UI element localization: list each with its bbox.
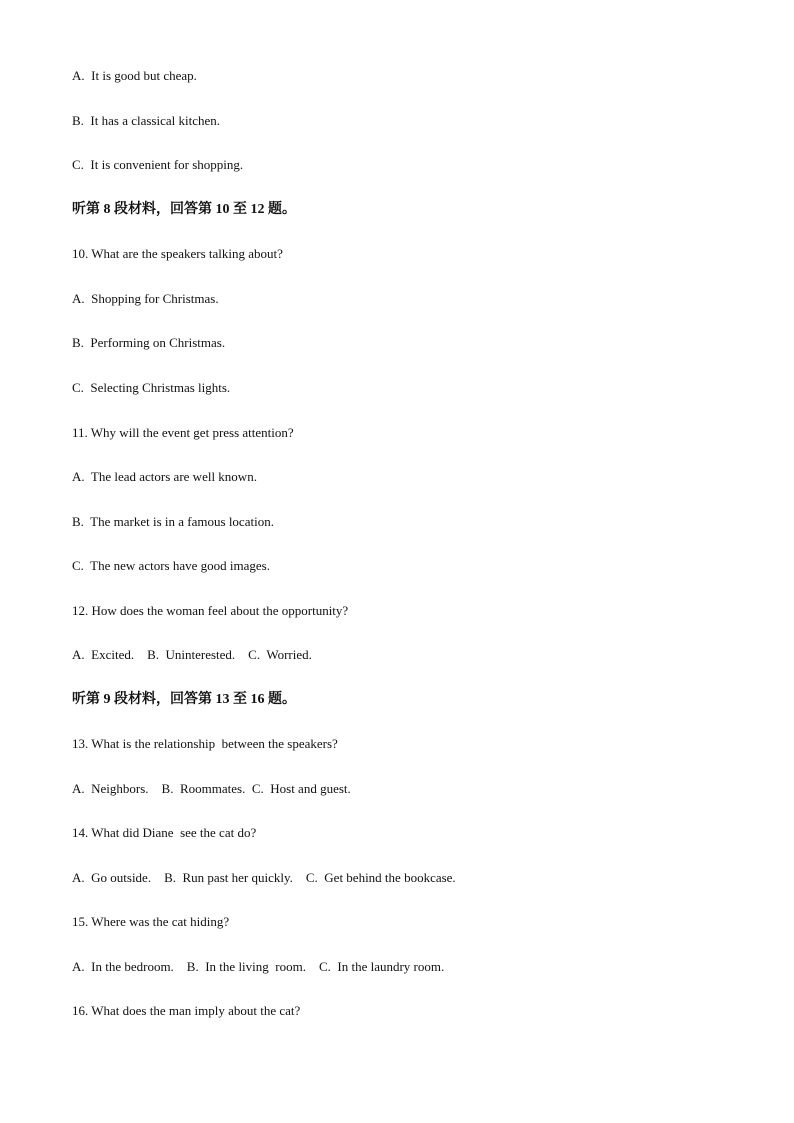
options-13: A. Neighbors. B. Roommates. C. Host and guest. <box>72 781 351 796</box>
question-15: 15. Where was the cat hiding? <box>72 914 230 929</box>
option-11c: C. The new actors have good images. <box>72 558 270 573</box>
options-12: A. Excited. B. Uninterested. C. Worried. <box>72 647 312 662</box>
section-heading-8: 听第 8 段材料，回答第 10 至 12 题。 <box>72 202 296 217</box>
option-11a: A. The lead actors are well known. <box>72 469 257 484</box>
question-11: 11. Why will the event get press attention? <box>72 425 294 440</box>
option-9c: C. It is convenient for shopping. <box>72 157 244 172</box>
question-16: 16. What does the man imply about the cat? <box>72 1003 301 1018</box>
options-15: A. In the bedroom. B. In the living room. C. In the laundry room. <box>72 959 445 974</box>
option-11b: B. The market is in a famous location. <box>72 514 274 529</box>
question-13: 13. What is the relationship between the speakers? <box>72 736 338 751</box>
option-9a: A. It is good but cheap. <box>72 68 197 83</box>
options-14: A. Go outside. B. Run past her quickly. C. Get behind the bookcase. <box>72 870 456 885</box>
option-10c: C. Selecting Christmas lights. <box>72 380 231 395</box>
option-10b: B. Performing on Christmas. <box>72 335 226 350</box>
section-heading-9: 听第 9 段材料，回答第 13 至 16 题。 <box>72 692 296 707</box>
question-12: 12. How does the woman feel about the opportunity? <box>72 603 349 618</box>
question-14: 14. What did Diane see the cat do? <box>72 825 257 840</box>
question-10: 10. What are the speakers talking about? <box>72 246 283 261</box>
option-10a: A. Shopping for Christmas. <box>72 291 219 306</box>
option-9b: B. It has a classical kitchen. <box>72 113 221 128</box>
